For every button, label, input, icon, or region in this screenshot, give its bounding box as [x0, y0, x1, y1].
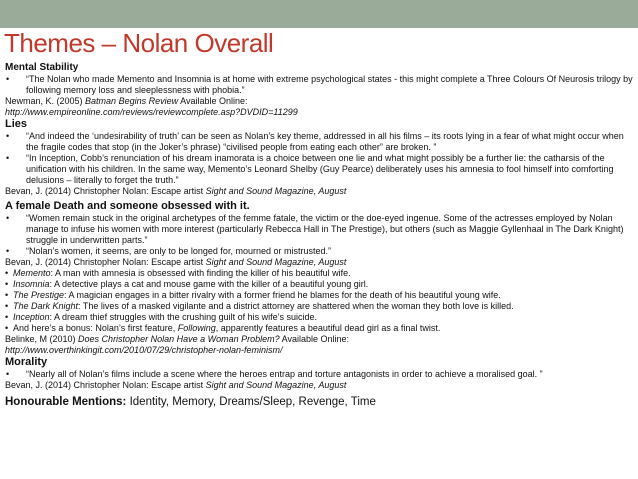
film-description: : A magician engages in a bitter rivalry with a former friend he blames for the death of his beautiful young wife.: [64, 290, 501, 300]
reference-text: Newman, K. (2005): [5, 96, 86, 106]
reference-text: Available Online:: [279, 334, 350, 344]
reference-text: Bevan, J. (2014) Christopher Nolan: Escape artist: [5, 257, 206, 267]
film-bullet: [5, 268, 633, 279]
reference-title: Does Christopher Nolan Have a Woman Problem?: [78, 334, 280, 344]
section-lies: [5, 118, 633, 197]
reference-text: Bevan, J. (2014) Christopher Nolan: Escape artist: [5, 186, 206, 196]
heading-female-death: A female Death and someone obsessed with it.: [5, 200, 250, 212]
quote-bullet: • “The Nolan who made Memento and Insomnia is at home with extreme psychological states - this might complete a Three Colours Of Neurosis trilogy by following memory loss and sleeplessness with phobia.”: [5, 74, 633, 96]
reference-title: Sight and Sound Magazine, August: [205, 380, 347, 390]
film-bullet: [5, 301, 633, 312]
film-bullet: [5, 290, 633, 301]
slide-content: [5, 62, 633, 409]
quote-bullet: • “And indeed the ‘undesirability of truth’ can be seen as Nolan’s key theme, addressed in all his films – its roots lying in a fear of what might occur when the fragile codes that stop (in the Joker’s phrase) “civilised people from eating each other” are broken. ”: [5, 131, 633, 153]
film-description: : A dream thief struggles with the crushing guilt of his wife’s suicide.: [49, 312, 317, 322]
reference: [5, 96, 633, 107]
reference: [5, 257, 633, 268]
film-description: : A man with amnesia is obsessed with finding the killer of his beautiful wife.: [50, 268, 351, 278]
quote-bullet: • “Nearly all of Nolan’s films include a scene where the heroes entrap and torture antagonists in order to achieve a moralised goal. ”: [5, 369, 633, 380]
reference-title: Sight and Sound Magazine, August: [205, 186, 347, 196]
section-mental-stability: [5, 62, 633, 118]
reference: [5, 186, 633, 197]
heading-mental-stability: Mental Stability: [5, 62, 79, 73]
slide-top-bar: [0, 0, 638, 28]
film-name: Following: [177, 323, 216, 333]
reference-url: http://www.empireonline.com/reviews/reviewcomplete.asp?DVDID=11299: [5, 107, 298, 117]
film-name: The Prestige: [13, 290, 65, 300]
film-description: : The lives of a masked vigilante and a district attorney are shattered when the woman they both love is killed.: [78, 301, 514, 311]
section-female-death: [5, 200, 633, 356]
honourable-mentions-list: Identity, Memory, Dreams/Sleep, Revenge, Time: [126, 396, 376, 408]
reference-title: Batman Begins Review: [85, 96, 179, 106]
reference-text: Available Online:: [178, 96, 248, 106]
reference-url: http://www.overthinkingit.com/2010/07/29/christopher-nolan-feminism/: [5, 345, 283, 355]
film-description: : A detective plays a cat and mouse game with the killer of a beautiful young girl.: [49, 279, 369, 289]
film-name: Inception: [13, 312, 50, 322]
film-name: Memento: [13, 268, 51, 278]
quote-bullet: • “Nolan’s women, it seems, are only to be longed for, mourned or mistrusted.”: [5, 246, 633, 257]
quote-bullet: • “Women remain stuck in the original archetypes of the femme fatale, the victim or the doe-eyed ingenue. Some of the actresses employed by Nolan manage to infuse his women with more interest (particularly Rebecca Hall in The Prestige), but others (such as Maggie Gyllenhaal in The Dark Knight) struggle in underwritten parts.”: [5, 213, 633, 246]
slide-title: Themes – Nolan Overall: [4, 28, 274, 58]
reference-text: Belinke, M (2010): [5, 334, 79, 344]
film-name: Insomnia: [13, 279, 50, 289]
reference-text: Bevan, J. (2014) Christopher Nolan: Escape artist: [5, 380, 206, 390]
section-morality: [5, 356, 633, 391]
reference: [5, 380, 633, 391]
bonus-text: And here’s a bonus: Nolan’s first feature,: [13, 323, 178, 333]
bonus-text: , apparently features a beautiful dead girl as a final twist.: [215, 323, 441, 333]
film-bullet: [5, 279, 633, 290]
reference: [5, 334, 633, 345]
honourable-mentions-label: Honourable Mentions:: [5, 396, 127, 408]
quote-bullet: • “In Inception, Cobb’s renunciation of his dream inamorata is a choice between one lie and what might possibly be a further lie: the catharsis of the unification with his children. In the same way, Memento’s Leonard Shelby (Guy Pearce) deliberately uses his amnesia to fool himself into comforting delusions – literally to forget the truth.”: [5, 153, 633, 186]
bonus-bullet: [5, 323, 633, 334]
honourable-mentions: [5, 395, 633, 409]
heading-lies: Lies: [5, 118, 28, 130]
film-name: The Dark Knight: [13, 301, 79, 311]
reference-title: Sight and Sound Magazine, August: [205, 257, 347, 267]
heading-morality: Morality: [5, 356, 48, 368]
film-bullet: [5, 312, 633, 323]
